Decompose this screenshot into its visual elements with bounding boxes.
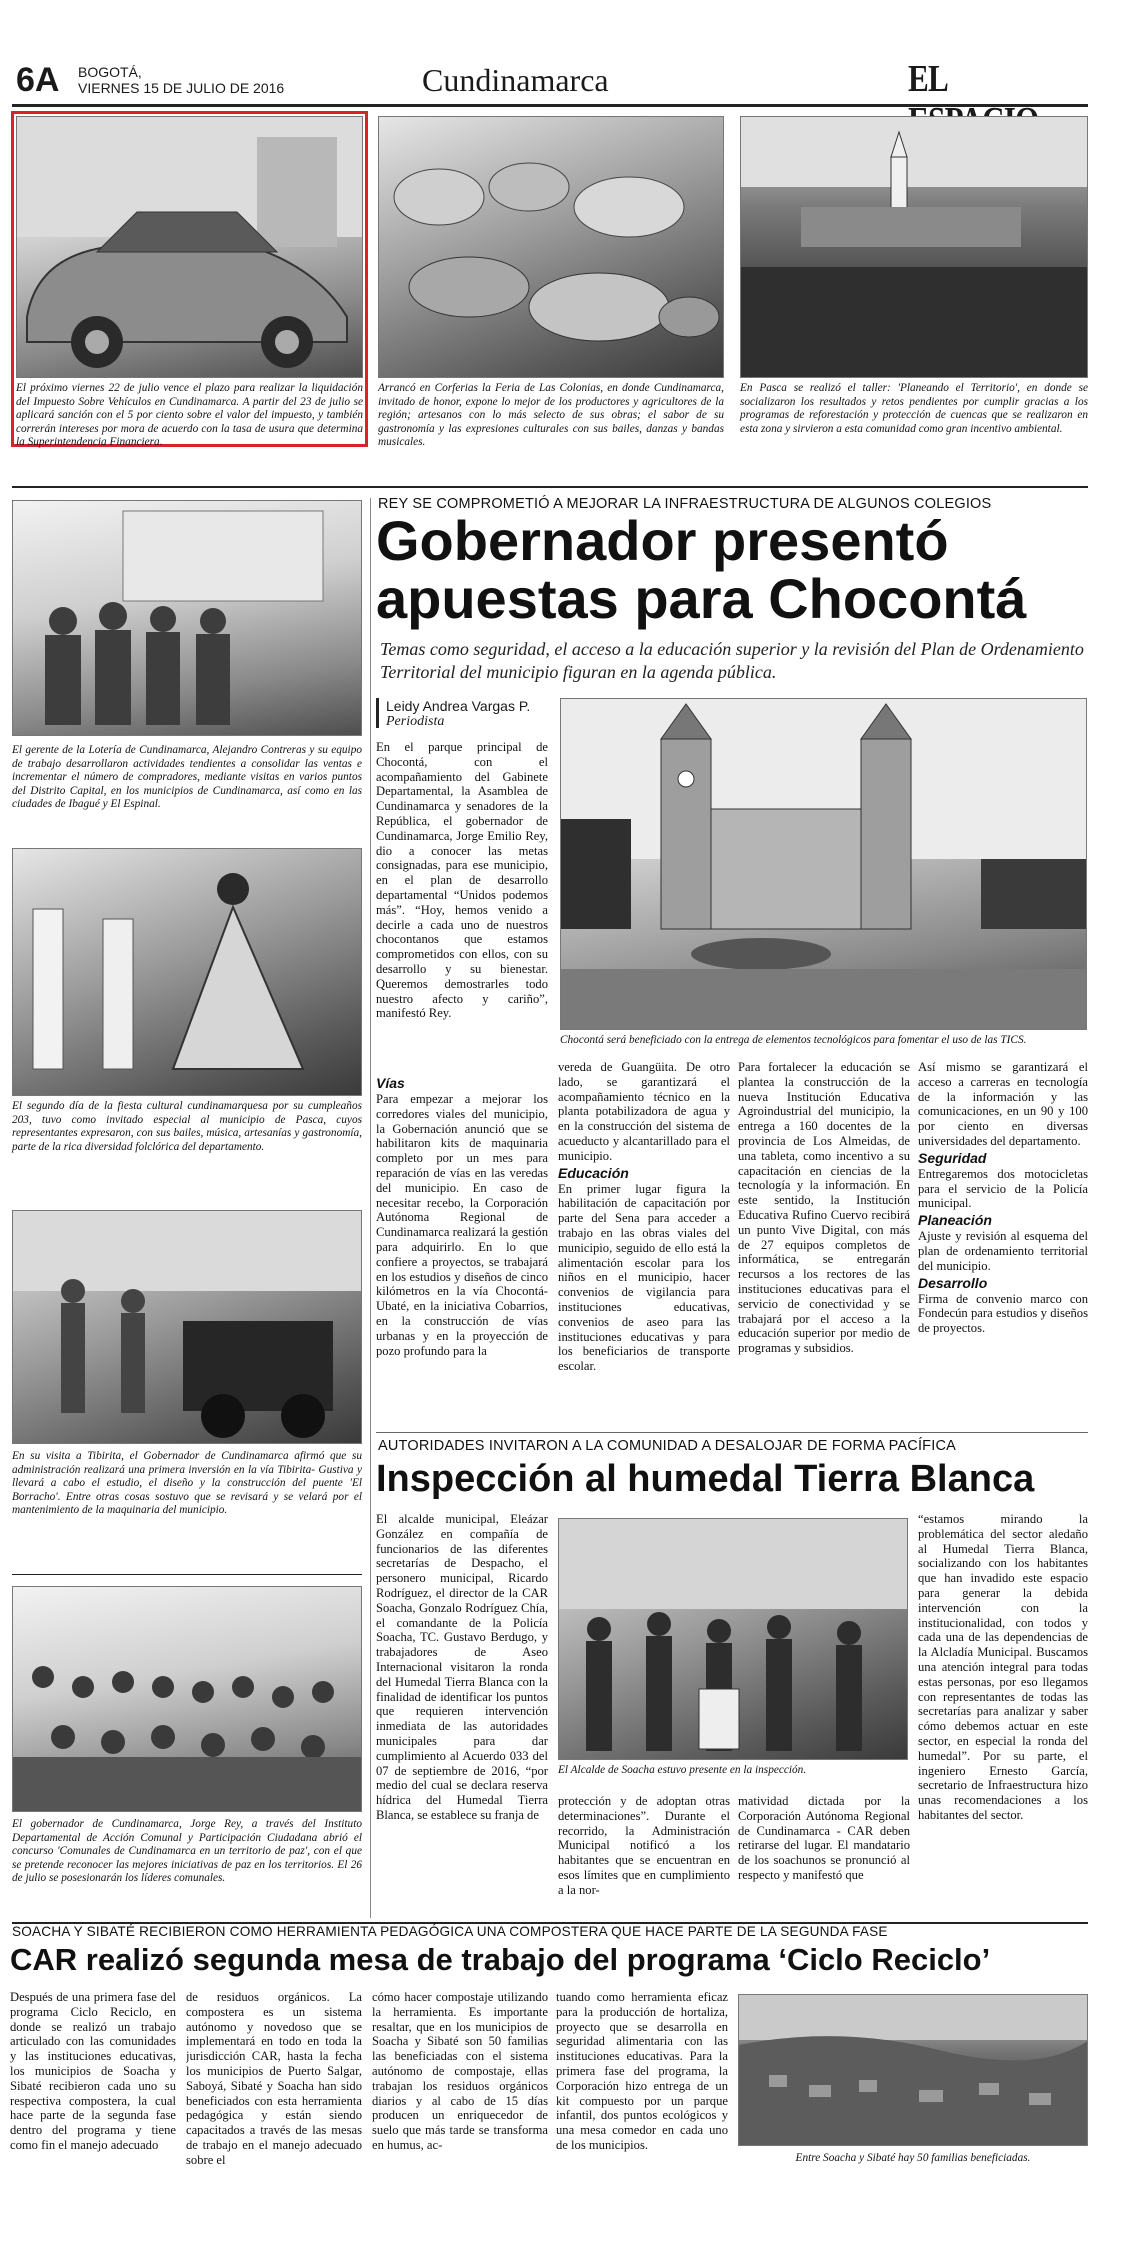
top-caption-3: En Pasca se realizó el taller: 'Planeando el Territorio', en donde se socializaron los resultados y retos pendientes por cumplir gracias a los programas de reforestación y protección de cuencas que se realizaron en esta zona y sirvieron a esta comunidad como gran incentivo ambiental.: [740, 382, 1088, 435]
group-people-icon: [13, 501, 362, 736]
chocontá-church-photo: [560, 698, 1087, 1030]
article1-col4: [918, 1060, 1088, 1440]
car-icon: [17, 117, 363, 378]
planeacion-text: Ajuste y revisión al esquema del plan de ordenamiento territorial del municipio.: [918, 1229, 1088, 1273]
article1-kicker: REY SE COMPROMETIÓ A MEJORAR LA INFRAESTRUCTURA DE ALGUNOS COLEGIOS: [378, 496, 992, 512]
tibirita-photo: [12, 1210, 362, 1444]
pasca-dancers-photo: [12, 848, 362, 1096]
top-caption-1: El próximo viernes 22 de julio vence el plazo para realizar la liquidación del Impuesto Sobre Vehículos en Cundinamarca. A partir del 23 de julio se aplicará sanción con el 5 por ciento sobre el valor del impuesto, y también correrán intereses por mora de acuerdo con la tasa de usura que determina la Superintendencia Financiera.: [16, 382, 363, 449]
article1-author-role: Periodista: [386, 714, 445, 729]
article1-col1: [376, 1074, 548, 1440]
section-title: Cundinamarca: [422, 62, 609, 98]
subhead-educacion: Educación: [558, 1164, 629, 1181]
article2-photo-caption: El Alcalde de Soacha estuvo presente en la inspección.: [558, 1764, 807, 1776]
author-bar: [376, 698, 379, 728]
desarrollo-text: Firma de convenio marco con Fondecún para estudios y diseños de proyectos.: [918, 1291, 1088, 1336]
col4a-text: Así mismo se garantizará el acceso a carreras en tecnología de la información y las comunicaciones, en un 90 y 100 por ciento en diversas universidades del departamento.: [918, 1060, 1088, 1148]
machinery-icon: [13, 1211, 362, 1444]
cityscape-icon: [739, 1995, 1088, 2146]
article1-author: Leidy Andrea Vargas P.: [386, 698, 531, 714]
article1-rule: [376, 1432, 1088, 1433]
vias-text: Para empezar a mejorar los corredores viales del municipio, la Gobernación anunció que se habilitaron kits de maquinaria completo por un mes para reparación de vías en las veredas del municipio. En caso de necesitar recebo, la Corporación Autónoma Regional de Cundinamarca realizará la gestión para adquirirlo. En lo que confiere a proyectos, se trabajará en los estudios y diseños de cinco kilómetros en la vía Chocontá-Ubaté, en la iniciativa Cobarrios, en la construcción de vías urbanas y en la proyección de pozo profundo para la: [376, 1092, 548, 1358]
left-caption-1: El gerente de la Lotería de Cundinamarca, Alejandro Contreras y su equipo de trabajo desarrollaron actividades tendientes a consolidar las ventas e incrementar el número de compradores, mediante visitas en varios puntos del Distrito Capital, en los municipios de Cundinamarca, así como en las ciudades de Ibagué y El Espinal.: [12, 744, 362, 811]
article2-headline: Inspección al humedal Tierra Blanca: [376, 1458, 1035, 1500]
article3-headline: CAR realizó segunda mesa de trabajo del programa ‘Ciclo Reciclo’: [10, 1942, 991, 1977]
header-city: BOGOTÁ,: [78, 64, 142, 80]
article1-intro: En el parque principal de Chocontá, con el acompañamiento del Gabinete Departamental, la Asamblea de Cundinamarca y senadores de la República, el gobernador de Cundinamarca, Jorge Emilio Rey, dio a conocer las metas consignadas, para ese municipio, en el plan de desarrollo departamental “Unidos podemos más”. “Hoy, hemos venido a decirle a cada uno de nuestros chocontanos que estamos comprometidos con ellos, con su desarrollo y su bienestar. Queremos demostrarles todo nuestro afecto y cariño”, manifestó Rey.: [376, 740, 548, 1021]
article3-col1: Después de una primera fase del programa Ciclo Reciclo, en donde se realizó un trabajo articulado con las comunidades y las instituciones educativas, los municipios de Soacha y Sibaté recibieron cada uno su respectiva compostera, la cual hace parte de la segunda fase dentro del programa y tiene como fin el manejo adecuado: [10, 1990, 176, 2152]
subhead-planeacion: Planeación: [918, 1212, 992, 1229]
subhead-vias: Vías: [376, 1075, 405, 1091]
car-photo: [16, 116, 363, 378]
article1-col2: [558, 1060, 730, 1440]
left-col-rule: [12, 1574, 362, 1575]
pasca-photo: [740, 116, 1088, 378]
left-caption-2: El segundo día de la fiesta cultural cundinamarquesa por su cumpleaños 203, tuvo como invitado especial al municipio de Pasca, cuyos representantes expresaron, con sus bailes, música, artesanías y gastronomía, parte de la rica diversidad folclórica del departamento.: [12, 1100, 362, 1153]
article2-col3: matividad dictada por la Corporación Autónoma Regional de Cundinamarca - CAR deben retirarse del lugar. El mandatario de los soachunos se pronunció al respecto y manifestó que: [738, 1794, 910, 1882]
top-strip-rule: [12, 486, 1088, 488]
community-meeting-photo: [12, 1586, 362, 1812]
crafts-photo: [378, 116, 724, 378]
left-caption-3: En su visita a Tibirita, el Gobernador de Cundinamarca afirmó que su administración realizará una primera inversión en la vía Tibirita- Gustiva y llevará a cabo el estudio, el diseño y la construcción del puente 'El Borracho'. Entre otras cosas sostuvo que se revisará y se velará por el mantenimiento de la maquinaria del municipio.: [12, 1450, 362, 1517]
dancer-icon: [13, 849, 362, 1096]
subhead-desarrollo: Desarrollo: [918, 1274, 988, 1291]
educacion-text: En primer lugar figura la habilitación de capacitación por parte del Sena para acceder a trabajo en las obras viales del municipio, seguido de ello está la alimentación escolar para los niños en el municipio, hacer convenios de vigilancia para instituciones educativas, convenios de aseo para las instituciones educativas y para los beneficiarios de transporte escolar.: [558, 1181, 730, 1374]
seguridad-text: Entregaremos dos motocicletas para el servicio de la Policía municipal.: [918, 1166, 1088, 1211]
lottery-team-photo: [12, 500, 362, 736]
article1-col3: [738, 1060, 910, 1440]
vertical-divider: [370, 498, 371, 1918]
article3-col2: de residuos orgánicos. La compostera es un sistema autónomo y novedoso que se implementará en todo en toda la jurisdicción CAR, hasta la fecha los municipios de Puerto Salgar, Saboyá, Sibaté y Soacha han sido beneficiados con esta herramienta pedagógica y están siendo capacitados a través de las mesas de trabajo en el manejo adecuado sobre el: [186, 1990, 362, 2167]
article3-col3: cómo hacer compostaje utilizando la herramienta. Es importante resaltar, que en los municipios de Soacha y Sibaté son 50 familias las beneficiadas con el sistema autónomo de compostaje, ellas trabajan los residuos orgánicos diarios y al cabo de 15 días producen un enriquecedor de suelo que más tarde se transforma en humus, ac-: [372, 1990, 548, 2152]
page-header: [12, 58, 1088, 106]
col3-text: Para fortalecer la educación se plantea la construcción de la nueva Institución Educativa Agroindustrial del municipio, la entrega a 160 docentes de la provincia de Los Almeidas, de una tableta, como incentivo a su capacitación en ciencias de la tecnología y la información. En este sentido, la Institución Educativa Rufino Cuervo recibirá un punto Vive Digital, con más de 27 equipos completos de informática, se entregarán recursos a los rectores de las instituciones educativas para el servicio de conectividad y se trabajará por el acceso a la educación superior por medio de programas y subsidios.: [738, 1060, 910, 1356]
col2a-text: vereda de Guangüita. De otro lado, se garantizará el acompañamiento técnico en la planta potabilizadora de agua y en la construcción del sistema de acueducto y alcantarillado para el municipio.: [558, 1060, 730, 1163]
pottery-icon: [379, 117, 724, 378]
people-outdoors-icon: [559, 1519, 908, 1760]
humedal-inspection-photo: [558, 1518, 908, 1760]
top-caption-2: Arrancó en Corferias la Feria de Las Colonias, en donde Cundinamarca, invitado de honor, expone lo mejor de los productores y agricultores de la región; artesanos con lo más selecto de sus obras; el sabor de su gastronomía y las expresiones culturales con sus bailes, danzas y bandas musicales.: [378, 382, 724, 449]
article2-kicker: AUTORIDADES INVITARON A LA COMUNIDAD A DESALOJAR DE FORMA PACÍFICA: [378, 1438, 957, 1454]
header-date: VIERNES 15 DE JULIO DE 2016: [78, 80, 285, 96]
article1-headline-line2: apuestas para Chocontá: [376, 567, 1027, 630]
article1-headline-line1: Gobernador presentó: [376, 509, 949, 572]
header-rule: [12, 104, 1088, 107]
masthead-logo: EL: [908, 58, 947, 100]
article2-col1: El alcalde municipal, Eleázar González en compañía de funcionarios de las diferentes secretarías de Despacho, el personero municipal, Ricardo Rodríguez, el director de la CAR Soacha, Gonzalo Rodríguez Chía, el comandante de la Policía Soacha, TC. Gustavo Berdugo, y trabajadores de Aseo Internacional visitaron la ronda del Humedal Tierra Blanca con la finalidad de identificar los puntos que requieren intervención inmediata de las autoridades municipales para dar cumplimiento al Acuerdo 033 del 07 de septiembre de 2016, “por medio del cual se declara reserva hídrica del Humedal Tierra Blanca, se establece su franja de: [376, 1512, 548, 1822]
article2-col4: “estamos mirando la problemática del sector aledaño al Humedal Tierra Blanca, socializando con los habitantes que han invadido este espacio para generar la debida intervención con la institucionalidad, con todos y cada una de las dependencias de la Alcladía Municipal. Buscamos una atención integral para todas estas personas, por eso llegamos con representantes de todas las secretarías para analizar y saber cómo debemos actuar en este sector, en especial la ronda del humedal”. Por su parte, el ingeniero Ernesto García, secretario de Infraestructura hizo unas recomendaciones a los habitantes del sector.: [918, 1512, 1088, 1822]
crowd-icon: [13, 1587, 362, 1812]
article3-kicker: SOACHA Y SIBATÉ RECIBIERON COMO HERRAMIENTA PEDAGÓGICA UNA COMPOSTERA QUE HACE PARTE DE LA SEGUNDA FASE: [12, 1924, 888, 1939]
subhead-seguridad: Seguridad: [918, 1149, 987, 1166]
article3-photo-caption: Entre Soacha y Sibaté hay 50 familias beneficiadas.: [795, 2152, 1031, 2164]
page-number: 6A: [16, 61, 60, 99]
left-caption-4: El gobernador de Cundinamarca, Jorge Rey, a través del Instituto Departamental de Acción Comunal y Participación Ciudadana abrió el concurso 'Comunales de Cundinamarca en un territorio de paz', con el que se pretende reconocer las mejores iniciativas de paz en los territorios. El 26 de julio se posesionarán los líderes comunales.: [12, 1818, 362, 1885]
cathedral-icon: [561, 699, 1087, 1030]
soacha-sibate-photo: [738, 1994, 1088, 2146]
article2-col2: protección y de adoptan otras determinaciones”. Durante el recorrido, la Administración Municipal notificó a los habitantes que se encuentran en esos límites que en cumplimiento a la nor-: [558, 1794, 730, 1897]
article1-photo-caption: Chocontá será beneficiado con la entrega de elementos tecnológicos para fomentar el uso de las TICS.: [560, 1034, 1027, 1046]
article1-deck: Temas como seguridad, el acceso a la educación superior y la revisión del Plan de Ordenamiento Territorial del municipio figuran en la agenda pública.: [380, 639, 1084, 682]
article3-col4: tuando como herramienta eficaz para la producción de hortaliza, proyecto que se desarrolla en seguridad alimentaria con las instituciones educativas. Para la primera fase del programa, la Corporación hizo entrega de un kit compuesto por un parque infantil, dos puntos ecológicos y una mesa comedor en cada uno de los municipios.: [556, 1990, 728, 2152]
church-town-icon: [741, 117, 1088, 378]
